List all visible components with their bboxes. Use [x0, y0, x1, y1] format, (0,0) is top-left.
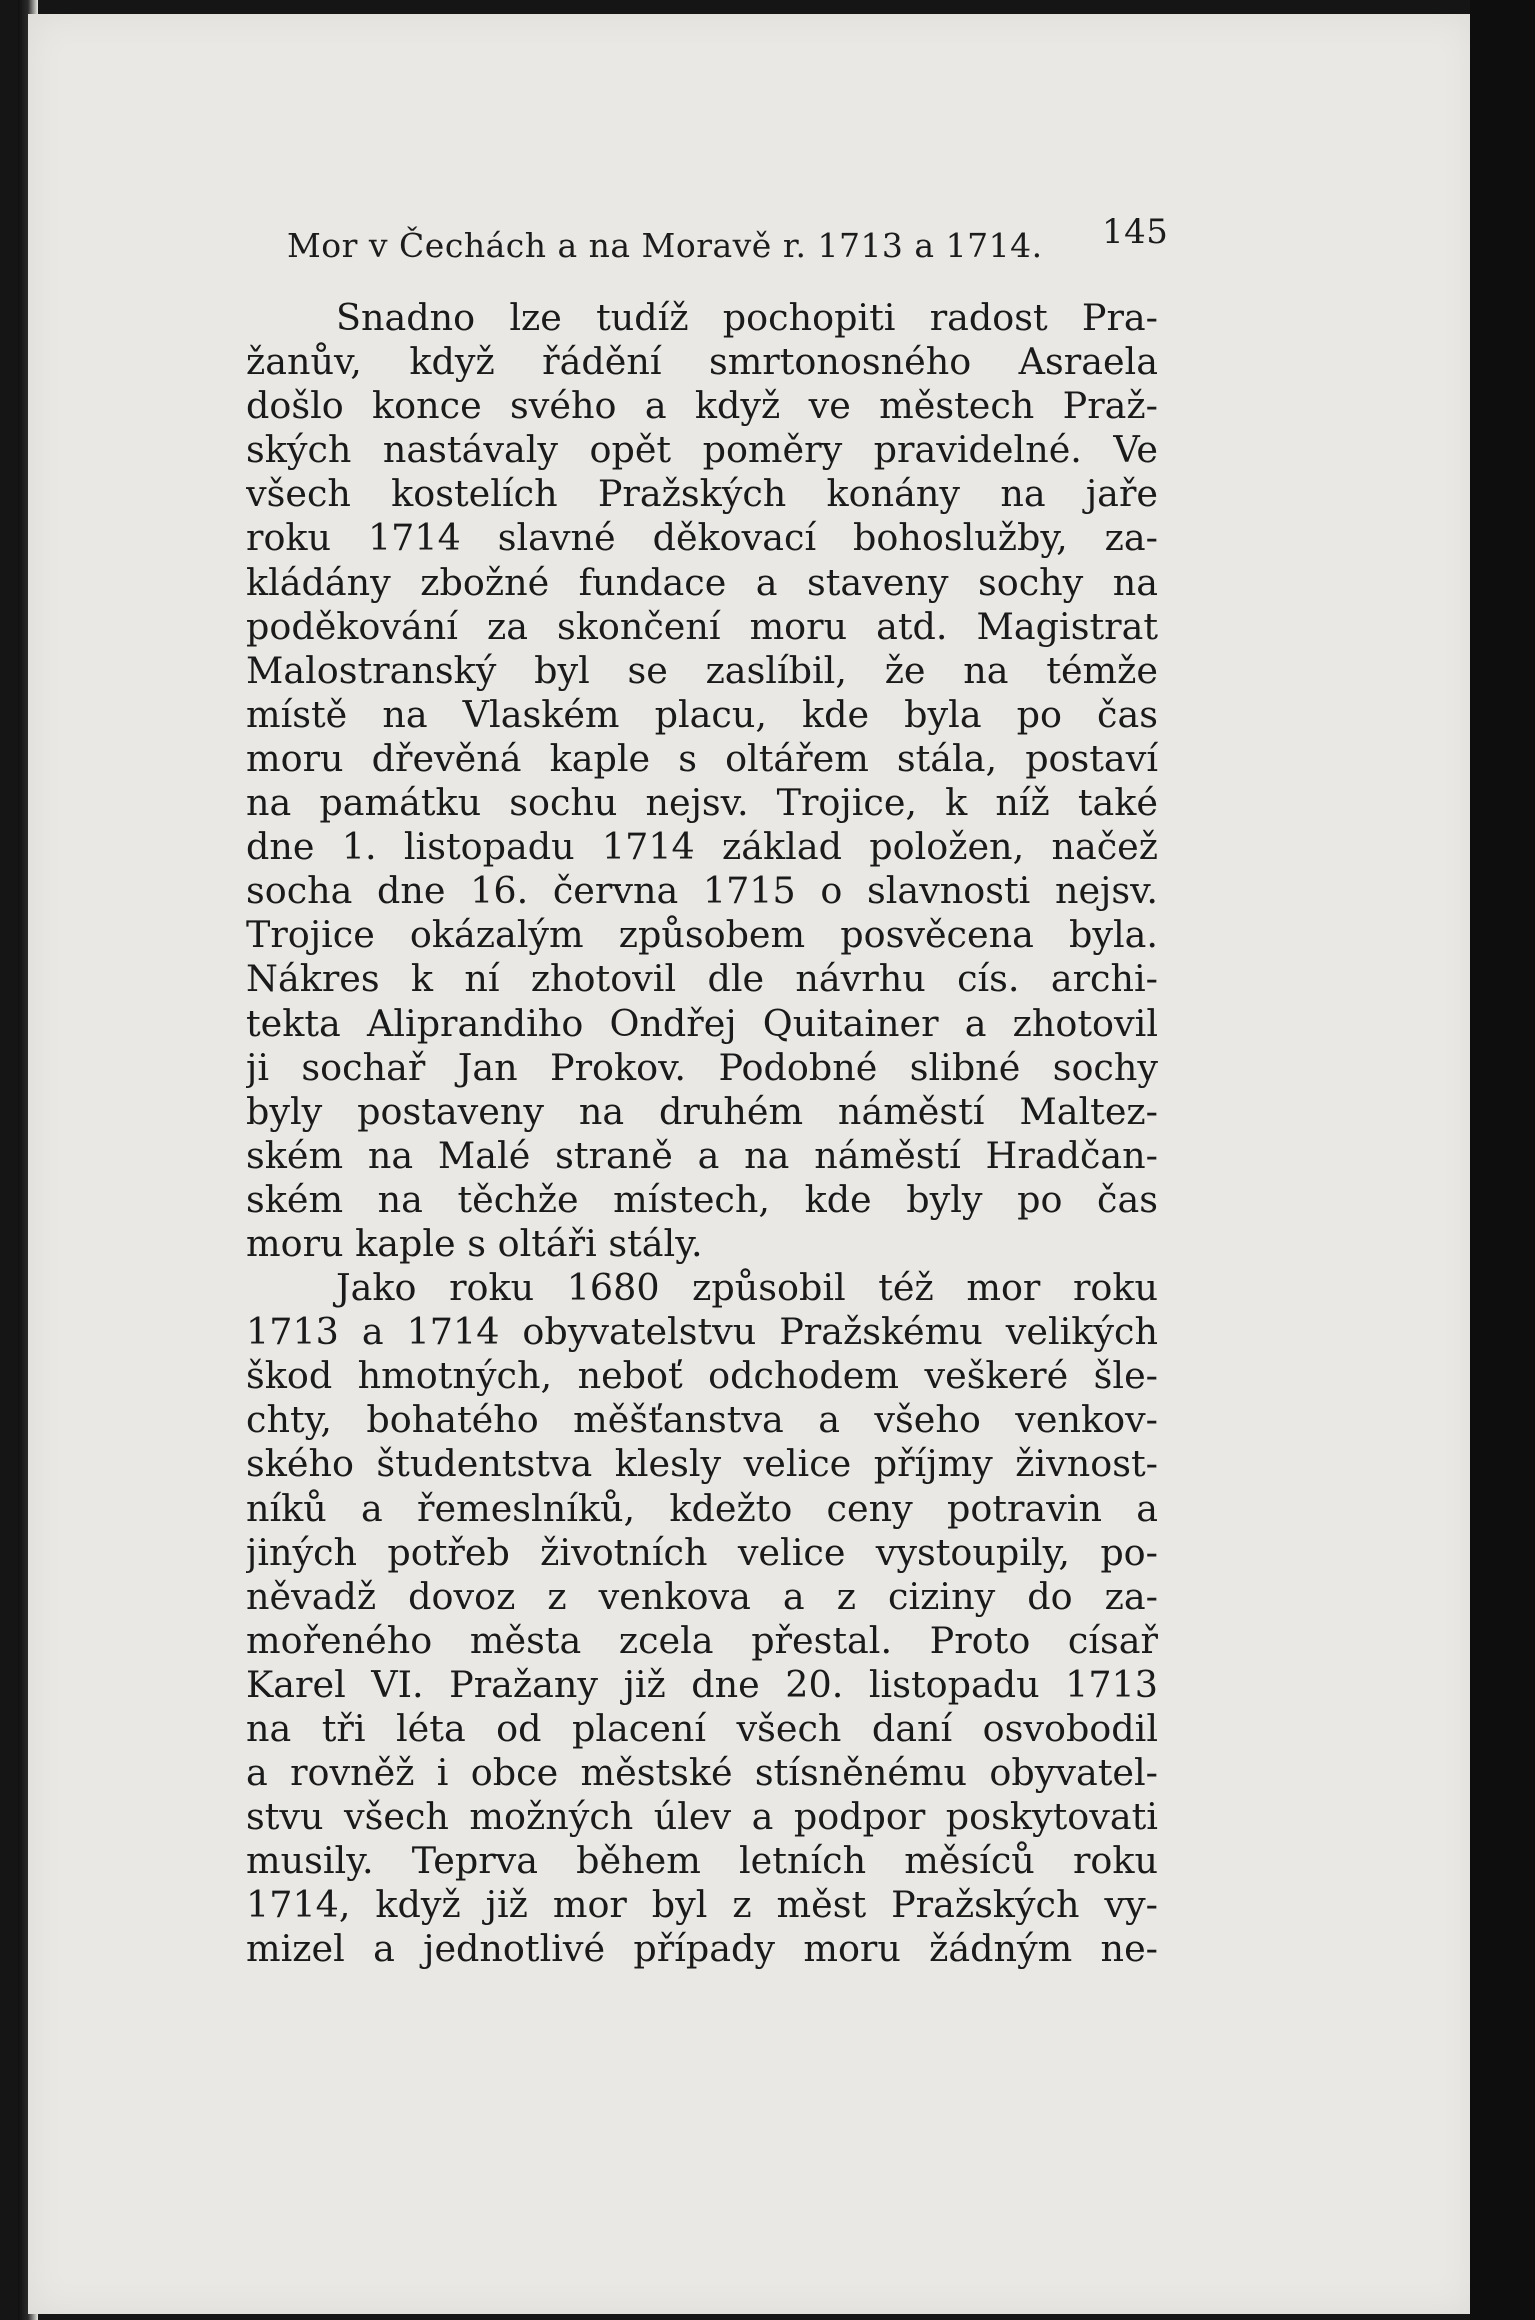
body-text: [246, 296, 1158, 1972]
text-line: Karel VI. Pražany již dne 20. listopadu 1713: [246, 1662, 1158, 1706]
text-line: tekta Aliprandiho Ondřej Quitainer a zhotovil: [246, 1001, 1158, 1045]
text-line: kládány zbožné fundace a staveny sochy na: [246, 560, 1158, 604]
text-line: stvu všech možných úlev a podpor poskytovati: [246, 1795, 1158, 1839]
text-line: žanův, když řádění smrtonosného Asraela: [246, 340, 1158, 384]
text-line: byly postaveny na druhém náměstí Maltez-: [246, 1089, 1158, 1133]
page-number: 145: [1102, 212, 1169, 252]
text-line: Jako roku 1680 způsobil též mor roku: [336, 1266, 1158, 1310]
text-line: škod hmotných, neboť odchodem veškeré šle-: [246, 1354, 1158, 1398]
text-line: místě na Vlaském placu, kde byla po čas: [246, 692, 1158, 736]
scan-background-edge: [1470, 0, 1535, 2320]
text-line: všech kostelích Pražských konány na jaře: [246, 472, 1158, 516]
text-line: ském na těchže místech, kde byly po čas: [246, 1177, 1158, 1221]
text-line: ských nastávaly opět poměry pravidelné. Ve: [246, 428, 1158, 472]
text-line: jiných potřeb životních velice vystoupily, po-: [246, 1530, 1158, 1574]
text-line: chty, bohatého měšťanstva a všeho venkov-: [246, 1398, 1158, 1442]
text-line: na památku sochu nejsv. Trojice, k níž také: [246, 781, 1158, 825]
page-header: [287, 212, 1169, 272]
text-line: poděkování za skončení moru atd. Magistrat: [246, 604, 1158, 648]
text-line: moru kaple s oltáři stály.: [246, 1221, 703, 1265]
text-line: níků a řemeslníků, kdežto ceny potravin a: [246, 1486, 1158, 1530]
text-line: roku 1714 slavné děkovací bohoslužby, za-: [246, 516, 1158, 560]
text-line: ského študentstva klesly velice příjmy živnost-: [246, 1442, 1158, 1486]
text-line: ji sochař Jan Prokov. Podobné slibné sochy: [246, 1045, 1158, 1089]
text-line: mizel a jednotlivé případy moru žádným ne-: [246, 1927, 1158, 1971]
text-line: musily. Teprva během letních měsíců roku: [246, 1839, 1158, 1883]
paragraph-2: [246, 1266, 1158, 1972]
text-line: 1713 a 1714 obyvatelstvu Pražskému velikých: [246, 1310, 1158, 1354]
text-line: socha dne 16. června 1715 o slavnosti nejsv.: [246, 869, 1158, 913]
paragraph-1: [246, 296, 1158, 1266]
text-line: a rovněž i obce městské stísněnému obyvatel-: [246, 1751, 1158, 1795]
text-line: ském na Malé straně a na náměstí Hradčan-: [246, 1133, 1158, 1177]
text-line: Trojice okázalým způsobem posvěcena byla.: [246, 913, 1158, 957]
text-line: na tři léta od placení všech daní osvobodil: [246, 1707, 1158, 1750]
text-line: dne 1. listopadu 1714 základ položen, načež: [246, 825, 1158, 869]
text-line: moru dřevěná kaple s oltářem stála, postaví: [246, 736, 1158, 780]
text-line: Nákres k ní zhotovil dle návrhu cís. archi-: [246, 957, 1158, 1001]
text-line: došlo konce svého a když ve městech Praž-: [246, 384, 1158, 428]
text-line: něvadž dovoz z venkova a z ciziny do za-: [246, 1574, 1158, 1618]
text-line: mořeného města zcela přestal. Proto císař: [246, 1618, 1158, 1662]
text-line: Snadno lze tudíž pochopiti radost Pra-: [336, 296, 1158, 339]
text-line: Malostranský byl se zaslíbil, že na témže: [246, 648, 1158, 692]
text-line: 1714, když již mor byl z měst Pražských vy-: [246, 1883, 1158, 1927]
running-head: Mor v Čechách a na Moravě r. 1713 a 1714.: [287, 226, 1043, 265]
